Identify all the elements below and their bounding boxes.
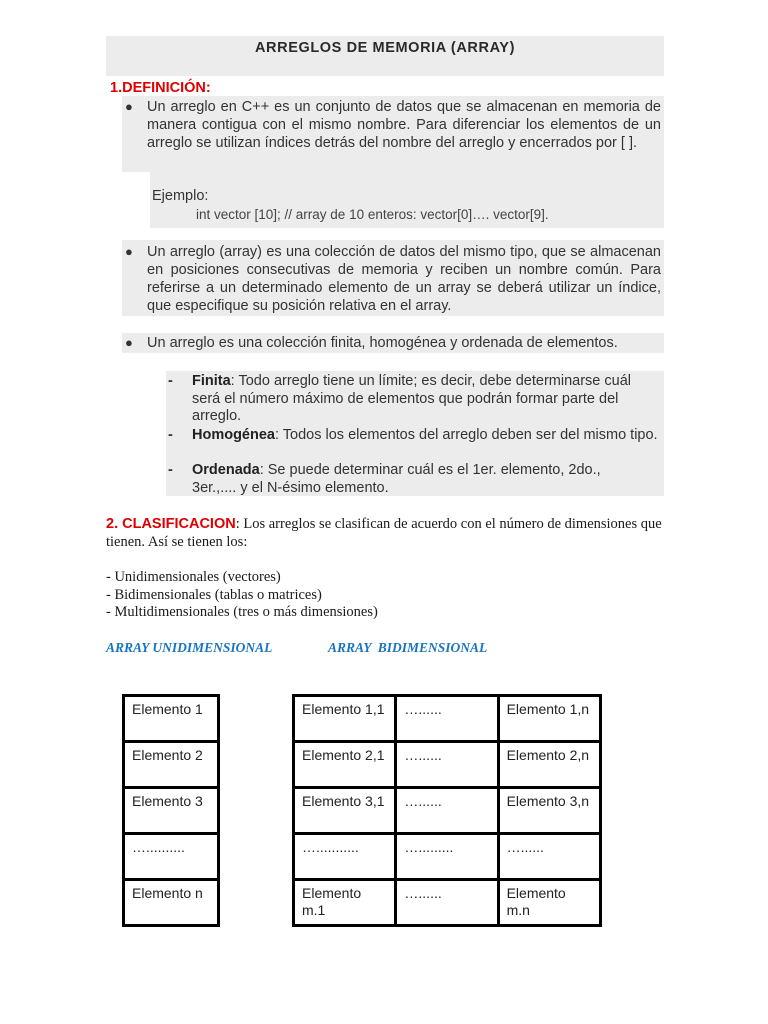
definition-heading: 1.DEFINICIÓN: (110, 80, 211, 96)
table-cell: Elemento 3 (124, 788, 219, 834)
table-cell: …........... (294, 834, 396, 880)
table-row (294, 742, 601, 788)
array-type-item: - Multidimensionales (tres o más dimensiones) (106, 604, 378, 620)
table-cell: Elemento 2,1 (294, 742, 396, 788)
table-cell: Elemento 3,1 (294, 788, 396, 834)
table-cell: …...... (396, 742, 498, 788)
table-cell: Elemento 3,n (498, 788, 600, 834)
page-title: ARREGLOS DE MEMORIA (ARRAY) (106, 36, 664, 76)
table-cell: …...... (396, 880, 498, 926)
array-uni-label: ARRAY UNIDIMENSIONAL (106, 640, 273, 655)
table-cell: …...... (396, 696, 498, 742)
table-row (124, 880, 219, 926)
table-row (124, 788, 219, 834)
table-cell: Elemento m.n (498, 880, 600, 926)
clasificacion-paragraph: 2. CLASIFICACION: Los arreglos se clasifican de acuerdo con el número de dimensiones que tienen. Así se tienen los: (106, 516, 662, 550)
table-row (124, 742, 219, 788)
array-types-list (106, 569, 378, 622)
table-row (294, 696, 601, 742)
definition-bullet-3: ● Un arreglo es una colección finita, homogénea y ordenada de elementos. (125, 335, 618, 351)
bullet-icon: ● (125, 335, 133, 350)
array-bi-table (292, 694, 602, 927)
table-cell: Elemento 1,1 (294, 696, 396, 742)
table-cell: Elemento 2 (124, 742, 219, 788)
table-cell: Elemento 1 (124, 696, 219, 742)
definition-bullet-1: ● Un arreglo en C++ es un conjunto de datos que se almacenan en memoria de manera contigua con el mismo nombre. Para diferenciar los elementos de un arreglo se utilizan índices detrás del nombre del arreglo y encerrados por [ ]. (125, 99, 661, 151)
property-finita: - Finita: Todo arreglo tiene un límite; es decir, debe determinarse cuál será el número máximo de elementos que podrán formar parte del arreglo. (168, 373, 631, 424)
table-cell: …......... (396, 834, 498, 880)
table-cell: ….......... (124, 834, 219, 880)
property-ordenada: - Ordenada: Se puede determinar cuál es el 1er. elemento, 2do., 3er.,.... y el N-ésimo elemento. (168, 462, 601, 496)
table-row (294, 788, 601, 834)
table-cell: Elemento 1,n (498, 696, 600, 742)
table-cell: Elemento m.1 (294, 880, 396, 926)
array-bi-label: ARRAY BIDIMENSIONAL (328, 640, 488, 655)
table-row (294, 880, 601, 926)
array-type-item: - Bidimensionales (tablas o matrices) (106, 586, 322, 603)
table-row (124, 696, 219, 742)
example-code: int vector [10]; // array de 10 enteros: vector[0]…. vector[9]. (196, 207, 549, 222)
table-cell: …...... (498, 834, 600, 880)
example-label: Ejemplo: (152, 188, 209, 204)
definition-bullet-2: ● Un arreglo (array) es una colección de datos del mismo tipo, que se almacenan en posiciones consecutivas de memoria y reciben un nombre común. Para referirse a un determinado elemento de un array se deberá utilizar un índice, que especifique su posición relativa en el array. (125, 244, 661, 314)
table-row (294, 834, 601, 880)
property-homogenea: - Homogénea: Todos los elementos del arreglo deben ser del mismo tipo. (168, 427, 658, 443)
array-type-item: - Unidimensionales (vectores) (106, 569, 281, 585)
table-row (124, 834, 219, 880)
table-cell: …...... (396, 788, 498, 834)
table-cell: Elemento n (124, 880, 219, 926)
array-uni-table (122, 694, 220, 927)
bullet-icon: ● (125, 99, 133, 114)
table-cell: Elemento 2,n (498, 742, 600, 788)
bullet-icon: ● (125, 244, 133, 259)
clasificacion-heading: 2. CLASIFICACION (106, 516, 236, 532)
